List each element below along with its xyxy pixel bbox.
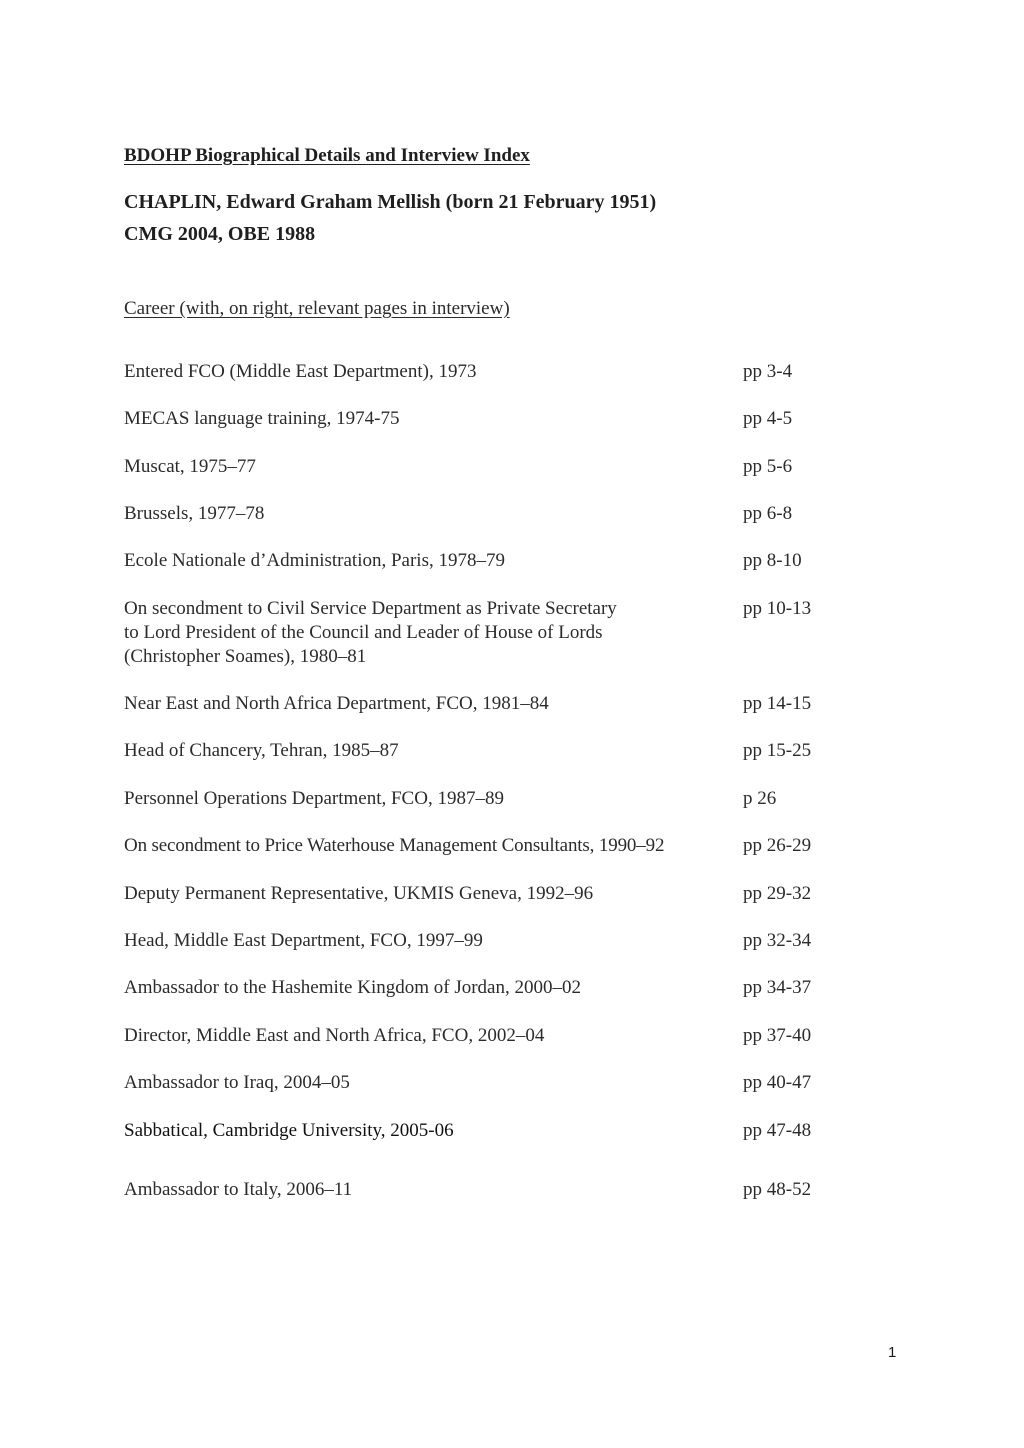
career-entry: Deputy Permanent Representative, UKMIS Geneva, 1992–96: [124, 883, 594, 904]
career-pages: pp 34-37: [743, 977, 812, 998]
career-entry: Personnel Operations Department, FCO, 1987–89: [124, 788, 504, 809]
career-entry: Sabbatical, Cambridge University, 2005-06: [124, 1120, 454, 1141]
career-entry: Head, Middle East Department, FCO, 1997–99: [124, 930, 483, 951]
career-entry: Ambassador to Iraq, 2004–05: [124, 1072, 350, 1093]
career-pages: pp 4-5: [743, 408, 793, 429]
career-pages: pp 10-13: [743, 598, 812, 619]
career-entry: Near East and North Africa Department, FCO, 1981–84: [124, 693, 549, 714]
career-pages: pp 48-52: [743, 1179, 812, 1200]
career-pages: pp 29-32: [743, 883, 812, 904]
career-pages: pp 40-47: [743, 1072, 812, 1093]
career-pages: pp 3-4: [743, 361, 793, 382]
career-entry: Brussels, 1977–78: [124, 503, 265, 524]
career-entry: Muscat, 1975–77: [124, 456, 256, 477]
career-entry: MECAS language training, 1974-75: [124, 408, 400, 429]
career-pages: pp 37-40: [743, 1025, 812, 1046]
career-pages: pp 8-10: [743, 550, 802, 571]
career-pages: p 26: [743, 788, 777, 809]
career-heading: Career (with, on right, relevant pages in interview): [124, 298, 510, 319]
career-entry: Ambassador to Italy, 2006–11: [124, 1179, 353, 1200]
honours: CMG 2004, OBE 1988: [124, 223, 316, 245]
career-entry: On secondment to Civil Service Department as Private Secretary to Lord President of the Council and Leader of House of Lords (Christopher Soames), 1980–81: [124, 598, 617, 667]
career-entry: Ambassador to the Hashemite Kingdom of Jordan, 2000–02: [124, 977, 581, 998]
career-pages: pp 47-48: [743, 1120, 812, 1141]
career-pages: pp 26-29: [743, 835, 812, 856]
career-pages: pp 5-6: [743, 456, 793, 477]
career-entry: Entered FCO (Middle East Department), 1973: [124, 361, 477, 382]
career-entry: Director, Middle East and North Africa, FCO, 2002–04: [124, 1025, 545, 1046]
career-pages: pp 6-8: [743, 503, 793, 524]
career-entry: On secondment to Price Waterhouse Management Consultants, 1990–92: [124, 835, 665, 856]
page-number: 1: [888, 1344, 897, 1361]
document-title: BDOHP Biographical Details and Interview Index: [124, 145, 530, 166]
career-entry: Head of Chancery, Tehran, 1985–87: [124, 740, 399, 761]
career-pages: pp 32-34: [743, 930, 812, 951]
person-name: CHAPLIN, Edward Graham Mellish (born 21 February 1951): [124, 191, 657, 213]
career-pages: pp 15-25: [743, 740, 812, 761]
career-pages: pp 14-15: [743, 693, 812, 714]
career-entry: Ecole Nationale d’Administration, Paris, 1978–79: [124, 550, 505, 571]
